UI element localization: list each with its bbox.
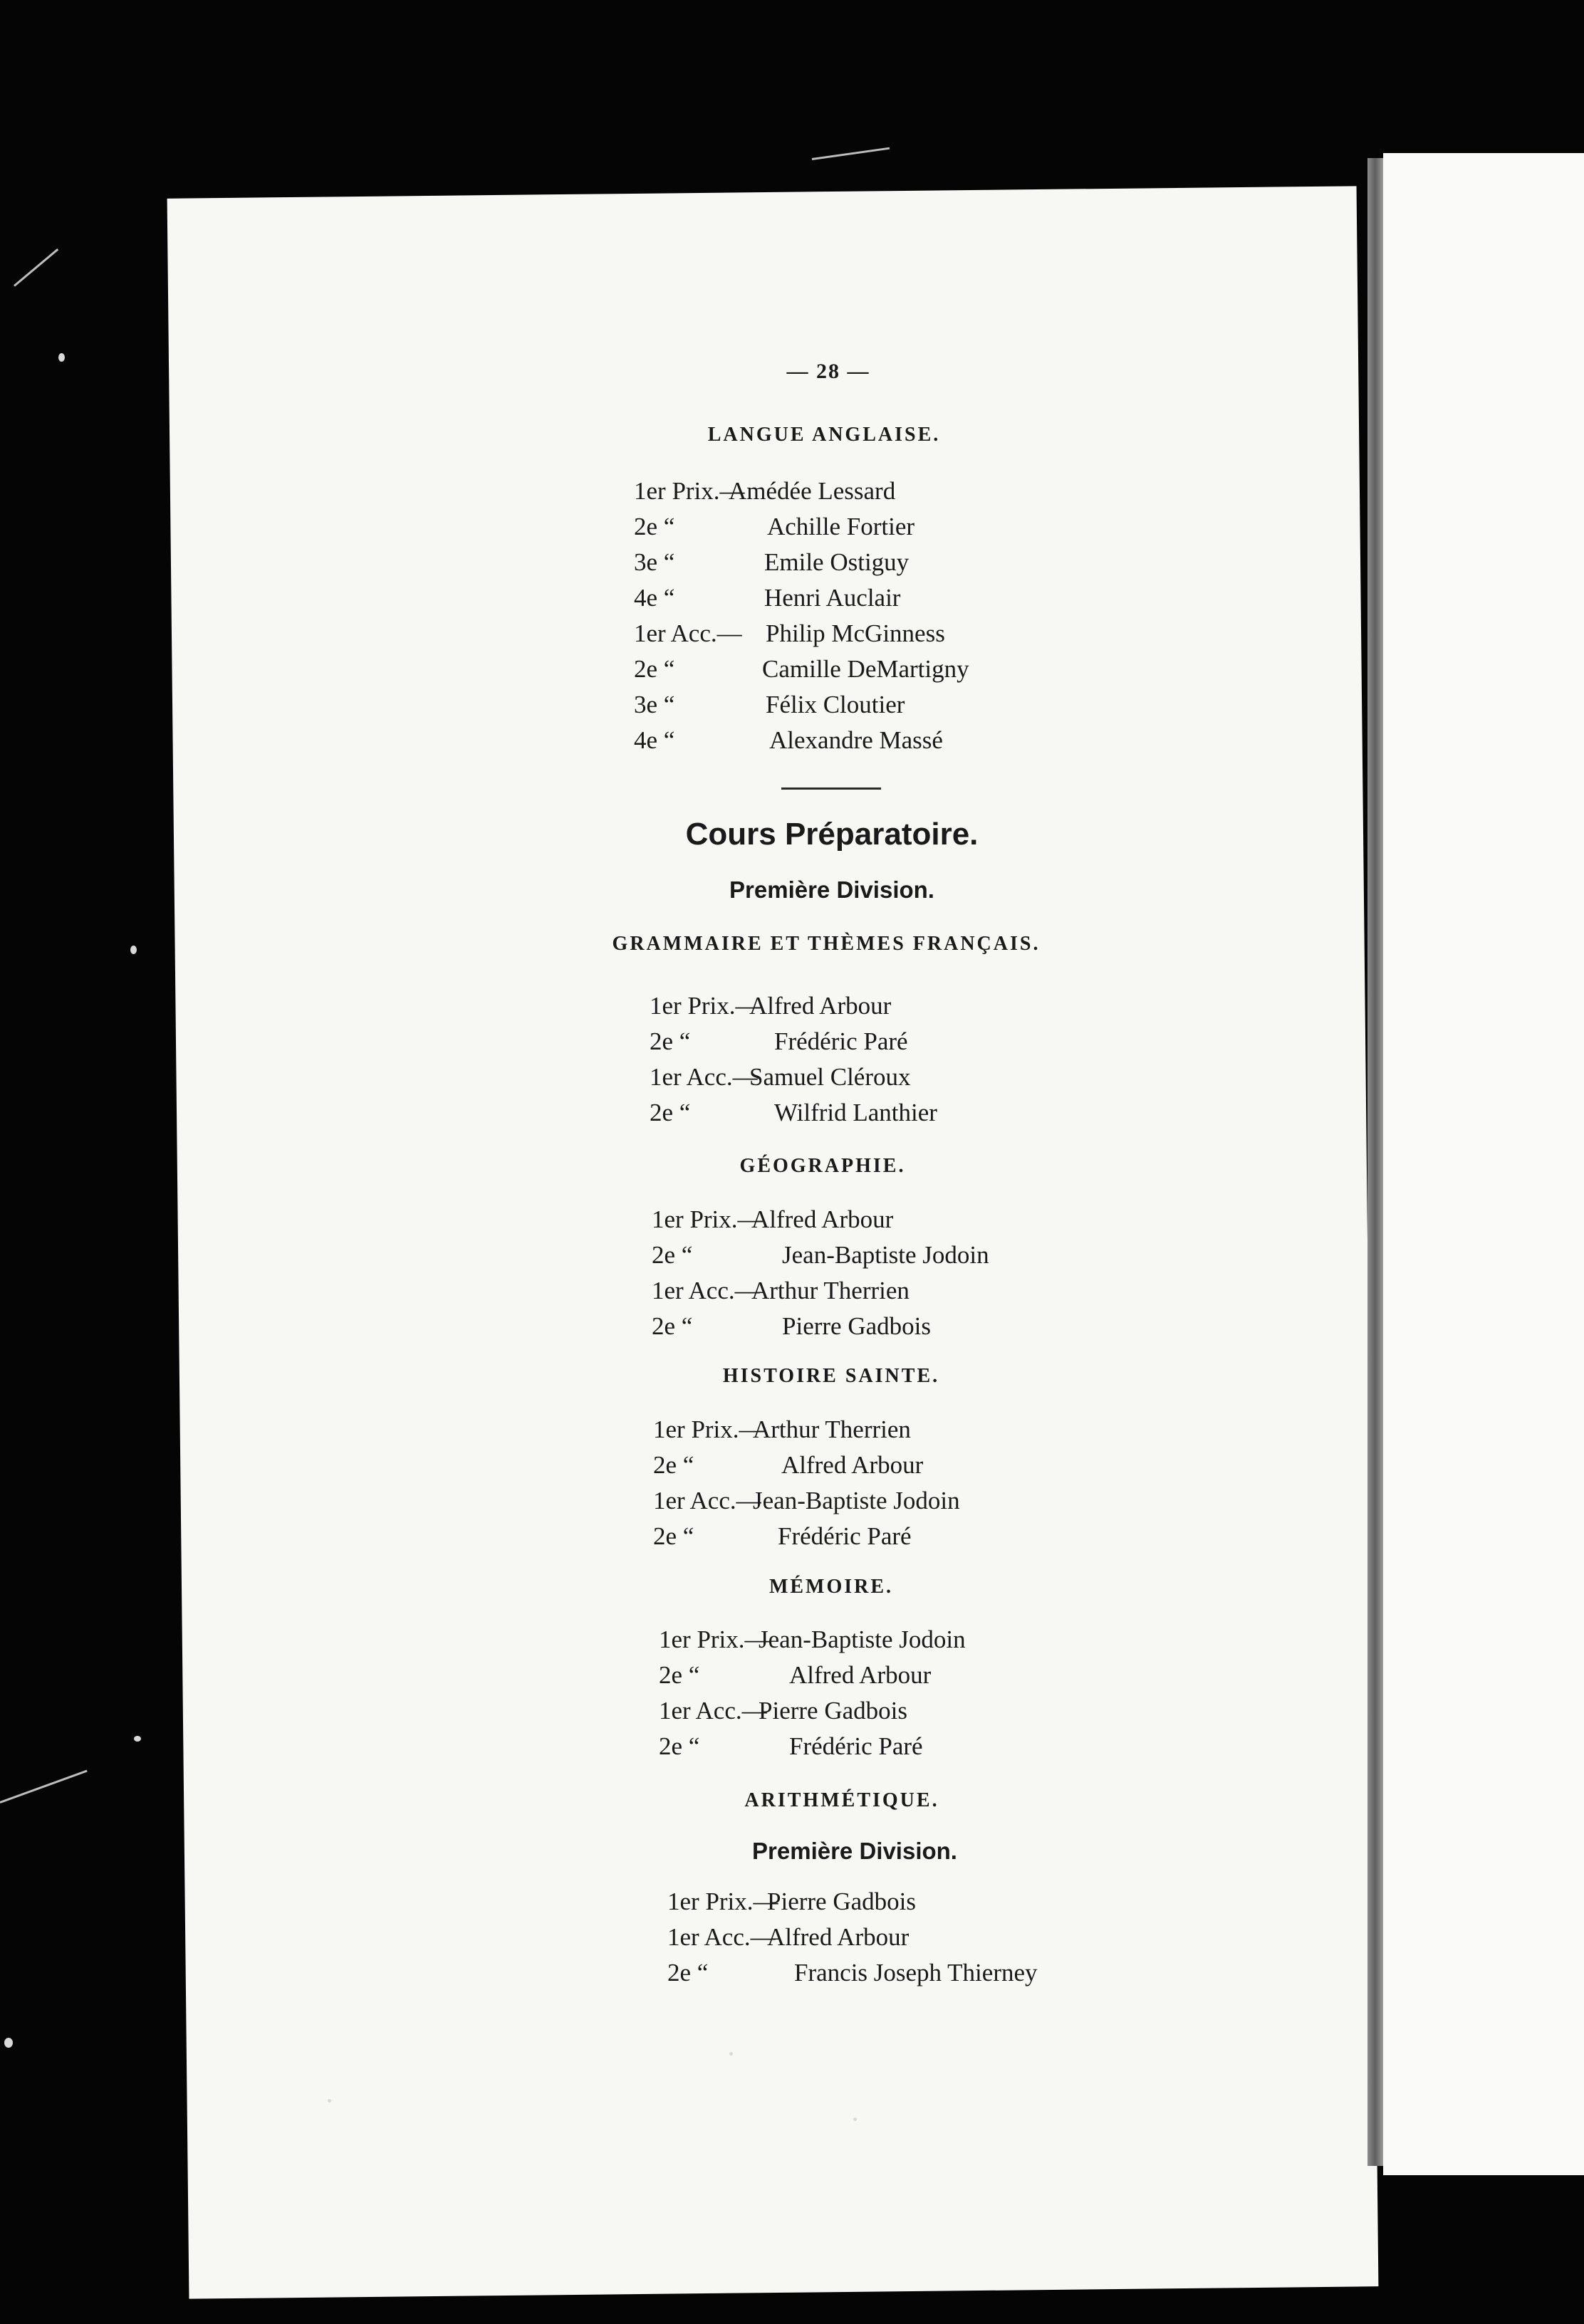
entry-name: Frédéric Paré [778,1522,912,1550]
section-heading-grammaire: GRAMMAIRE ET THÈMES FRANÇAIS. [612,933,1041,955]
scan-scratch [812,147,890,160]
section-heading-geographie: GÉOGRAPHIE. [739,1155,906,1177]
entry-name: Francis Joseph Thierney [794,1959,1038,1987]
entry-rank: 1er Prix.— [634,477,745,505]
section-heading-histoire-sainte: HISTOIRE SAINTE. [722,1365,940,1387]
entry-name: Pierre Gadbois [782,1312,931,1340]
entry-name: Emile Ostiguy [764,548,910,576]
section-divider [781,787,881,790]
scan-speck [328,2099,331,2103]
entry-rank: 2e “ [634,513,675,540]
entry-name: Pierre Gadbois [759,1697,907,1724]
page-gutter [1367,158,1383,2166]
entry-rank: 2e “ [659,1732,700,1760]
entry-name: Achille Fortier [767,513,915,540]
entry-name: Amédée Lessard [729,477,896,505]
entry-name: Frédéric Paré [774,1027,908,1055]
entry-rank: 1er Prix.— [659,1626,770,1653]
entry-rank: 4e “ [634,726,675,754]
section-heading-langue-anglaise: LANGUE ANGLAISE. [707,424,941,446]
entry-rank: 1er Acc.— [653,1487,761,1514]
entry-rank: 1er Prix.— [653,1415,764,1443]
entry-rank: 2e “ [650,1027,691,1055]
entry-rank: 4e “ [634,584,675,612]
entry-name: Camille DeMartigny [762,655,969,683]
scan-scratch [14,248,58,287]
entry-rank: 1er Acc.— [659,1697,767,1724]
entry-name: Alfred Arbour [749,992,892,1020]
entry-name: Pierre Gadbois [767,1888,916,1915]
entry-name: Jean-Baptiste Jodoin [782,1241,989,1269]
entry-rank: 1er Acc.— [667,1923,776,1951]
entry-name: Alfred Arbour [751,1205,894,1233]
entry-rank: 1er Prix.— [650,992,761,1020]
division-heading: Première Division. [752,1838,957,1864]
entry-name: Samuel Cléroux [749,1063,911,1091]
entry-rank: 3e “ [634,548,675,576]
entry-rank: 1er Acc.— [650,1063,758,1091]
scan-speck [853,2118,857,2121]
entry-name: Wilfrid Lanthier [774,1099,937,1126]
entry-rank: 1er Acc.— [634,619,742,647]
entry-rank: 2e “ [653,1451,694,1479]
entry-name: Arthur Therrien [751,1277,910,1304]
entry-name: Alexandre Massé [769,726,943,754]
entry-name: Henri Auclair [764,584,901,612]
scan-speck [58,353,65,362]
entry-rank: 2e “ [634,655,675,683]
scan-scratch [0,1770,88,1804]
main-heading-cours-preparatoire: Cours Préparatoire. [685,817,979,852]
scan-speck [729,2052,733,2056]
entry-rank: 2e “ [667,1959,709,1987]
section-heading-arithmetique: ARITHMÉTIQUE. [744,1789,939,1811]
entry-name: Alfred Arbour [767,1923,910,1951]
entry-name: Alfred Arbour [789,1661,932,1689]
scan-speck [130,946,137,954]
section-heading-memoire: MÉMOIRE. [768,1576,894,1598]
entry-rank: 2e “ [652,1312,693,1340]
entry-rank: 3e “ [634,691,675,718]
entry-name: Alfred Arbour [781,1451,924,1479]
entry-name: Jean-Baptiste Jodoin [753,1487,960,1514]
entry-rank: 2e “ [659,1661,700,1689]
page-number: — 28 — [786,360,870,383]
entry-rank: 1er Prix.— [667,1888,778,1915]
entry-rank: 1er Prix.— [652,1205,763,1233]
entry-rank: 2e “ [650,1099,691,1126]
entry-rank: 1er Acc.— [652,1277,760,1304]
scan-speck [4,2038,13,2048]
entry-rank: 2e “ [652,1241,693,1269]
entry-name: Philip McGinness [766,619,945,647]
entry-name: Frédéric Paré [789,1732,923,1760]
entry-name: Jean-Baptiste Jodoin [759,1626,966,1653]
entry-name: Félix Cloutier [766,691,905,718]
right-page [1383,153,1584,2175]
entry-name: Arthur Therrien [753,1415,911,1443]
division-heading: Première Division. [729,876,934,903]
scan-speck [134,1736,141,1742]
entry-rank: 2e “ [653,1522,694,1550]
